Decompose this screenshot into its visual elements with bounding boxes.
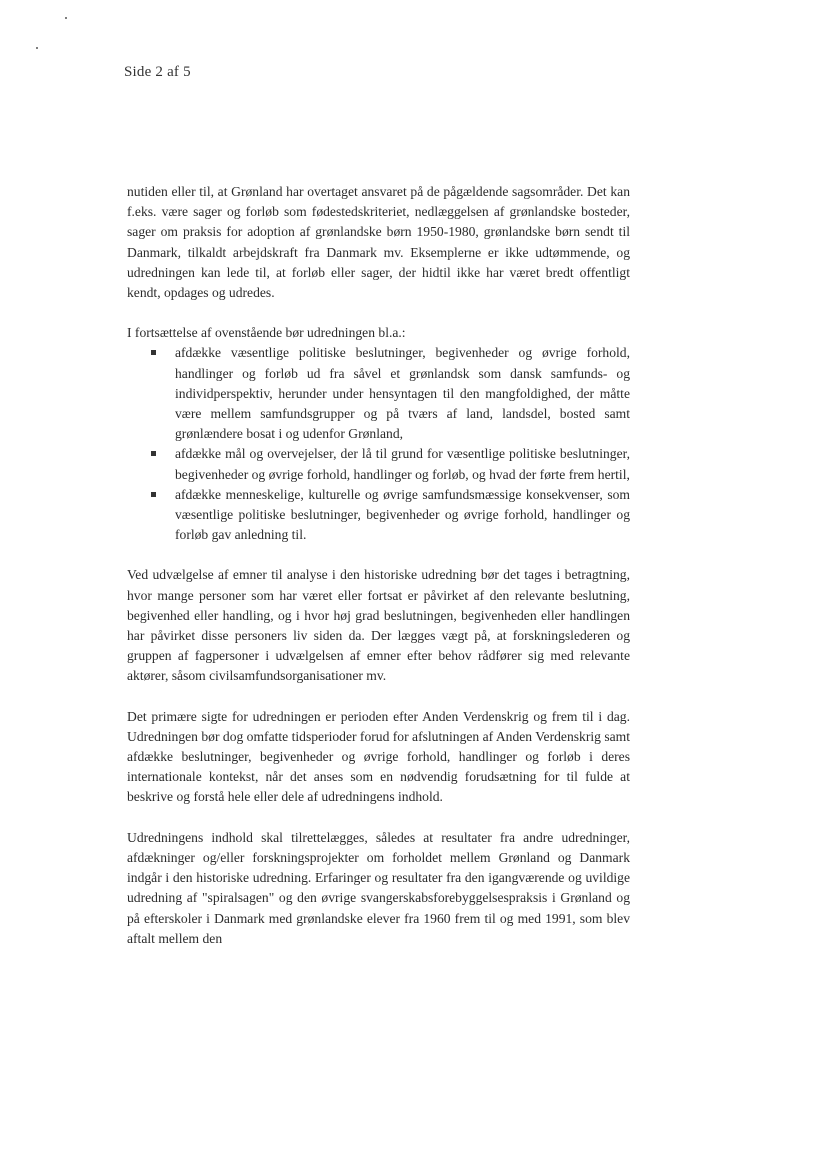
square-bullet-icon bbox=[151, 451, 156, 456]
list-item-text: afdække væsentlige politiske beslutninger, begivenheder og øvrige forhold, handlinger og forløb ud fra såvel et grønlandsk som dansk samfunds- og individperspektiv, herunder under hensyntagen til den mangfoldighed, der måtte være mellem samfundsgrupper og på tværs af land, landsdel, bosted samt grønlændere bosat i og udenfor Grønland, bbox=[175, 345, 630, 442]
square-bullet-icon bbox=[151, 492, 156, 497]
paragraph: nutiden eller til, at Grønland har overtaget ansvaret på de pågældende sagsområder. Det kan f.eks. være sager og forløb som fødestedskriteriet, nedlæggelsen af grønlandske bosteder, sager om praksis for adoption af grønlandske børn 1950-1980, grønlandske børn sendt til Danmark, tilkaldt arbejdskraft fra Danmark mv. Eksemplerne er ikke udtømmende, og udredningen kan lede til, at forløb eller sager, der hidtil ikke har været bredt offentligt kendt, opdages og udredes. bbox=[127, 184, 630, 301]
paragraph: Udredningens indhold skal tilrettelægges, således at resultater fra andre udredninger, afdækninger og/eller forskningsprojekter om forholdet mellem Grønland og Danmark indgår i den historiske udredning. Erfaringer og resultater fra den igangværende og uvildige udredning af "spiralsagen" og den øvrige svangerskabsforebyggelsespraksis i Grønland og på efterskoler i Danmark med grønlandske elever fra 1960 frem til og med 1991, som blev aftalt mellem den bbox=[127, 829, 630, 946]
bullet-list bbox=[127, 343, 630, 545]
list-item bbox=[127, 485, 630, 546]
square-bullet-icon bbox=[151, 350, 156, 355]
scan-speck bbox=[65, 17, 67, 19]
page-number: Side 2 af 5 bbox=[124, 64, 191, 80]
document-body bbox=[127, 182, 630, 949]
list-item bbox=[127, 343, 630, 444]
list-item bbox=[127, 444, 630, 484]
scan-speck bbox=[36, 47, 38, 49]
paragraph: Ved udvælgelse af emner til analyse i den historiske udredning bør det tages i betragtning, hvor mange personer som har været eller fortsat er påvirket af den relevante beslutning, begivenhed eller handling, og i hvor høj grad beslutningen, begivenheden eller handlingen har påvirket disse personers liv siden da. Der lægges vægt på, at forskningslederen og gruppen af fagpersoner i udvælgelsen af emner efter behov rådfører sig med relevante aktører, såsom civilsamfundsorganisationer mv. bbox=[127, 567, 630, 684]
list-intro: I fortsættelse af ovenstående bør udredningen bl.a.: bbox=[127, 325, 406, 341]
list-item-text: afdække menneskelige, kulturelle og øvrige samfundsmæssige konsekvenser, som væsentlige politiske beslutninger, begivenheder og øvrige forhold, handlinger og forløb gav anledning til. bbox=[175, 486, 630, 543]
paragraph: Det primære sigte for udredningen er perioden efter Anden Verdenskrig og frem til i dag. Udredningen bør dog omfatte tidsperioder forud for afslutningen af Anden Verdenskrig samt afdække beslutninger, begivenheder og øvrige forhold, handlinger og forløb i deres internationale kontekst, når det anses som en nødvendig forudsætning for til fulde at beskrive og forstå hele eller dele af udredningens indhold. bbox=[127, 708, 630, 805]
list-item-text: afdække mål og overvejelser, der lå til grund for væsentlige politiske beslutninger, begivenheder og øvrige forhold, handlinger og forløb, og hvad der førte frem hertil, bbox=[175, 446, 630, 482]
